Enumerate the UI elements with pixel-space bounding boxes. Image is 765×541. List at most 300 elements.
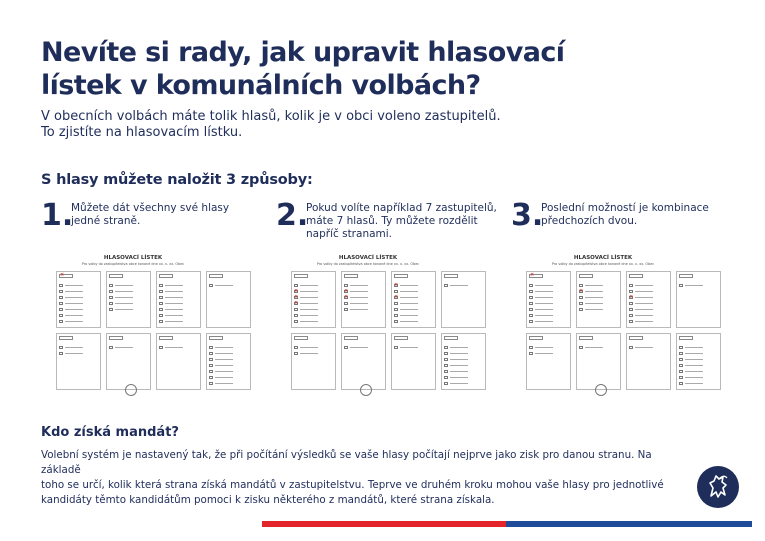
candidate-box	[394, 290, 398, 293]
candidate-box	[294, 308, 298, 311]
party-box	[679, 336, 693, 340]
candidate-row	[209, 364, 239, 367]
candidate-line	[450, 359, 468, 360]
candidate-row	[294, 352, 324, 355]
candidate-box	[59, 320, 63, 323]
party-box	[159, 336, 173, 340]
candidate-row	[344, 302, 374, 305]
candidate-box	[444, 376, 448, 379]
candidate-row	[679, 284, 709, 287]
ballot-party-cell	[441, 271, 486, 328]
candidate-box	[294, 284, 298, 287]
footer-stripe-blue	[506, 521, 752, 527]
way-3-text	[541, 202, 709, 228]
ballot-example-3	[522, 255, 684, 401]
candidate-row	[109, 290, 139, 293]
candidate-box	[529, 296, 533, 299]
candidate-line	[65, 315, 83, 316]
candidate-line	[165, 297, 183, 298]
way-2-line: máte 7 hlasů. Ty můžete rozdělit	[306, 215, 478, 227]
candidate-box	[59, 314, 63, 317]
intro-line-2: To zjistíte na hlasovacím lístku.	[41, 125, 243, 140]
candidate-row	[109, 284, 139, 287]
candidate-row	[679, 346, 709, 349]
candidate-row	[294, 290, 324, 293]
candidate-line	[65, 297, 83, 298]
candidate-line	[450, 371, 468, 372]
ballot-stamp-icon	[125, 384, 137, 396]
candidate-box	[59, 284, 63, 287]
candidate-box	[59, 290, 63, 293]
ballot-party-cell	[291, 333, 336, 390]
candidate-row	[529, 296, 559, 299]
mandate-heading: Kdo získá mandát?	[41, 425, 179, 440]
ballot-example-1	[52, 255, 214, 401]
party-box	[394, 336, 408, 340]
candidate-box	[579, 296, 583, 299]
candidate-line	[585, 309, 603, 310]
candidate-row	[529, 346, 559, 349]
candidate-row	[529, 308, 559, 311]
candidate-row	[209, 370, 239, 373]
candidate-line	[165, 315, 183, 316]
candidate-row	[344, 346, 374, 349]
candidate-row	[529, 314, 559, 317]
candidate-line	[685, 285, 703, 286]
candidate-row	[209, 376, 239, 379]
candidate-row	[629, 320, 659, 323]
candidate-line	[300, 291, 318, 292]
ballot-subtitle: Pro volby do zastupitelstva obce konané dne xx. x. xx. Obec	[551, 262, 655, 266]
cross-mark-icon: ×	[530, 272, 535, 278]
candidate-row	[444, 382, 474, 385]
candidate-box	[679, 284, 683, 287]
candidate-line	[165, 303, 183, 304]
candidate-box	[444, 358, 448, 361]
candidate-row	[159, 284, 189, 287]
candidate-box	[59, 296, 63, 299]
candidate-box	[209, 364, 213, 367]
candidate-row	[159, 302, 189, 305]
ballot-title: HLASOVACÍ LÍSTEK	[103, 255, 163, 261]
candidate-box	[394, 320, 398, 323]
candidate-row	[209, 346, 239, 349]
way-3-line: Poslední možností je kombinace	[541, 202, 709, 214]
candidate-line	[215, 285, 233, 286]
candidate-line	[350, 297, 368, 298]
party-box	[394, 274, 408, 278]
ballot-stamp-icon	[595, 384, 607, 396]
ballot-party-cell	[626, 271, 671, 328]
party-box	[629, 274, 643, 278]
candidate-line	[215, 377, 233, 378]
candidate-box	[209, 352, 213, 355]
candidate-box	[679, 370, 683, 373]
candidate-box	[344, 346, 348, 349]
ballot-stamp-icon	[360, 384, 372, 396]
candidate-box	[679, 352, 683, 355]
candidate-row	[209, 284, 239, 287]
candidate-row	[209, 352, 239, 355]
mandate-line: kandidáty těmto kandidátům pomoci k zisku některého z mandátů, které strana získala.	[41, 494, 495, 506]
party-box	[294, 274, 308, 278]
candidate-box	[59, 302, 63, 305]
way-3-number: 3.	[511, 198, 544, 233]
candidate-row	[294, 302, 324, 305]
candidate-line	[535, 347, 553, 348]
candidate-row	[294, 314, 324, 317]
way-1-number: 1.	[41, 198, 74, 233]
party-box	[109, 336, 123, 340]
candidate-line	[535, 297, 553, 298]
candidate-box	[444, 364, 448, 367]
candidate-box	[159, 302, 163, 305]
candidate-line	[400, 303, 418, 304]
candidate-row	[579, 296, 609, 299]
party-box	[679, 274, 693, 278]
way-1	[41, 198, 230, 233]
cross-mark-icon: ×	[629, 294, 634, 300]
candidate-box	[109, 346, 113, 349]
candidate-box	[159, 290, 163, 293]
candidate-line	[215, 365, 233, 366]
ballot-party-cell	[341, 271, 386, 328]
way-1-line: jedné straně.	[71, 215, 141, 227]
candidate-line	[535, 309, 553, 310]
party-box	[294, 336, 308, 340]
candidate-box	[109, 284, 113, 287]
candidate-box	[109, 290, 113, 293]
candidate-line	[215, 359, 233, 360]
candidate-row	[59, 290, 89, 293]
candidate-row	[159, 290, 189, 293]
candidate-box	[209, 358, 213, 361]
candidate-row	[679, 382, 709, 385]
candidate-box	[629, 320, 633, 323]
candidate-row	[159, 320, 189, 323]
candidate-row	[629, 302, 659, 305]
way-2-line: Pokud volíte například 7 zastupitelů,	[306, 202, 497, 214]
candidate-box	[529, 352, 533, 355]
candidate-row	[629, 308, 659, 311]
ballot-party-cell	[526, 333, 571, 390]
candidate-line	[165, 321, 183, 322]
candidate-row	[629, 296, 659, 299]
candidate-box	[394, 346, 398, 349]
candidate-row	[394, 314, 424, 317]
cross-mark-icon: ×	[394, 294, 399, 300]
ballot-party-cell	[156, 271, 201, 328]
candidate-box	[529, 320, 533, 323]
candidate-row	[629, 314, 659, 317]
candidate-box	[629, 308, 633, 311]
candidate-box	[444, 382, 448, 385]
candidate-line	[635, 315, 653, 316]
party-box	[579, 274, 593, 278]
ballot-party-cell	[206, 271, 251, 328]
candidate-row	[529, 302, 559, 305]
candidate-box	[529, 308, 533, 311]
party-box	[209, 274, 223, 278]
ballot-party-cell	[391, 271, 436, 328]
candidate-row	[59, 352, 89, 355]
candidate-box	[344, 284, 348, 287]
candidate-row	[529, 284, 559, 287]
candidate-row	[59, 314, 89, 317]
party-box	[109, 274, 123, 278]
candidate-line	[400, 297, 418, 298]
party-box	[209, 336, 223, 340]
candidate-line	[450, 377, 468, 378]
candidate-row	[529, 320, 559, 323]
ballot-party-cell	[56, 333, 101, 390]
candidate-box	[159, 308, 163, 311]
candidate-box	[394, 302, 398, 305]
candidate-line	[300, 297, 318, 298]
candidate-row	[59, 296, 89, 299]
party-box	[344, 274, 358, 278]
candidate-row	[579, 302, 609, 305]
ballot-party-cell	[676, 271, 721, 328]
candidate-line	[165, 291, 183, 292]
candidate-line	[400, 347, 418, 348]
candidate-row	[444, 346, 474, 349]
candidate-box	[579, 284, 583, 287]
candidate-box	[629, 284, 633, 287]
candidate-row	[679, 352, 709, 355]
party-box	[344, 336, 358, 340]
candidate-line	[635, 297, 653, 298]
candidate-box	[679, 346, 683, 349]
candidate-line	[65, 353, 83, 354]
candidate-row	[679, 370, 709, 373]
ballot-example-2	[287, 255, 449, 401]
candidate-line	[535, 321, 553, 322]
candidate-box	[294, 314, 298, 317]
candidate-line	[685, 347, 703, 348]
candidate-row	[444, 364, 474, 367]
candidate-row	[59, 284, 89, 287]
candidate-row	[394, 284, 424, 287]
candidate-line	[685, 383, 703, 384]
candidate-line	[115, 309, 133, 310]
way-2-number: 2.	[276, 198, 309, 233]
candidate-row	[394, 302, 424, 305]
candidate-row	[294, 308, 324, 311]
candidate-row	[679, 358, 709, 361]
candidate-line	[535, 291, 553, 292]
candidate-row	[294, 346, 324, 349]
candidate-line	[300, 347, 318, 348]
candidate-row	[344, 308, 374, 311]
candidate-box	[629, 314, 633, 317]
candidate-row	[394, 308, 424, 311]
candidate-row	[394, 346, 424, 349]
candidate-line	[350, 291, 368, 292]
candidate-box	[59, 308, 63, 311]
candidate-line	[635, 285, 653, 286]
candidate-line	[400, 321, 418, 322]
candidate-box	[159, 314, 163, 317]
party-box	[159, 274, 173, 278]
candidate-box	[159, 296, 163, 299]
candidate-row	[629, 346, 659, 349]
cross-mark-icon: ×	[294, 300, 299, 306]
party-box	[59, 336, 73, 340]
candidate-line	[685, 371, 703, 372]
candidate-line	[635, 321, 653, 322]
candidate-line	[115, 297, 133, 298]
candidate-box	[109, 308, 113, 311]
cross-mark-icon: ×	[294, 288, 299, 294]
candidate-box	[294, 346, 298, 349]
candidate-box	[444, 370, 448, 373]
candidate-line	[685, 353, 703, 354]
candidate-line	[115, 285, 133, 286]
ballot-party-cell	[341, 333, 386, 390]
candidate-line	[585, 303, 603, 304]
candidate-box	[679, 382, 683, 385]
candidate-row	[109, 296, 139, 299]
candidate-row	[109, 346, 139, 349]
party-box	[444, 336, 458, 340]
candidate-row	[294, 320, 324, 323]
candidate-row	[394, 320, 424, 323]
candidate-line	[300, 309, 318, 310]
candidate-box	[59, 346, 63, 349]
cross-mark-icon: ×	[394, 282, 399, 288]
way-2-text	[306, 202, 497, 241]
candidate-row	[344, 290, 374, 293]
cross-mark-icon: ×	[60, 272, 65, 278]
candidate-box	[444, 352, 448, 355]
candidate-box	[579, 308, 583, 311]
candidate-line	[165, 285, 183, 286]
candidate-line	[350, 285, 368, 286]
candidate-line	[300, 353, 318, 354]
candidate-row	[109, 308, 139, 311]
candidate-row	[344, 296, 374, 299]
candidate-line	[635, 347, 653, 348]
candidate-line	[635, 291, 653, 292]
candidate-box	[109, 302, 113, 305]
candidate-line	[165, 347, 183, 348]
candidate-box	[109, 296, 113, 299]
candidate-box	[394, 314, 398, 317]
candidate-box	[679, 376, 683, 379]
cross-mark-icon: ×	[294, 294, 299, 300]
candidate-box	[679, 358, 683, 361]
candidate-row	[444, 284, 474, 287]
ways-heading: S hlasy můžete naložit 3 způsoby:	[41, 172, 313, 188]
candidate-box	[394, 308, 398, 311]
candidate-box	[159, 284, 163, 287]
candidate-line	[400, 315, 418, 316]
candidate-line	[450, 285, 468, 286]
candidate-box	[629, 290, 633, 293]
candidate-line	[400, 309, 418, 310]
candidate-box	[529, 302, 533, 305]
candidate-row	[444, 352, 474, 355]
candidate-row	[294, 296, 324, 299]
candidate-box	[159, 320, 163, 323]
candidate-line	[400, 291, 418, 292]
candidate-box	[529, 284, 533, 287]
candidate-row	[159, 296, 189, 299]
candidate-line	[65, 285, 83, 286]
candidate-row	[579, 290, 609, 293]
mandate-paragraph	[41, 448, 681, 508]
ballot-party-cell	[106, 271, 151, 328]
candidate-row	[444, 376, 474, 379]
candidate-box	[209, 346, 213, 349]
party-box	[444, 274, 458, 278]
footer-stripe-red	[262, 521, 506, 527]
candidate-line	[65, 309, 83, 310]
candidate-line	[65, 321, 83, 322]
candidate-line	[450, 353, 468, 354]
candidate-line	[215, 383, 233, 384]
candidate-box	[579, 302, 583, 305]
candidate-box	[209, 370, 213, 373]
party-box	[529, 336, 543, 340]
candidate-box	[294, 320, 298, 323]
candidate-row	[209, 382, 239, 385]
ballot-subtitle: Pro volby do zastupitelstva obce konané dne xx. x. xx. Obec	[316, 262, 420, 266]
candidate-row	[629, 284, 659, 287]
ballot-party-cell	[291, 271, 336, 328]
candidate-line	[535, 303, 553, 304]
ballot-party-cell	[56, 271, 101, 328]
candidate-row	[579, 284, 609, 287]
candidate-row	[209, 358, 239, 361]
candidate-line	[65, 303, 83, 304]
ballot-party-cell	[106, 333, 151, 390]
candidate-box	[344, 308, 348, 311]
candidate-box	[529, 314, 533, 317]
page-title	[41, 36, 601, 102]
candidate-line	[585, 347, 603, 348]
candidate-row	[159, 346, 189, 349]
ballot-party-cell	[576, 333, 621, 390]
candidate-line	[685, 377, 703, 378]
candidate-line	[450, 347, 468, 348]
cross-mark-icon: ×	[579, 288, 584, 294]
candidate-row	[59, 302, 89, 305]
candidate-line	[350, 309, 368, 310]
candidate-line	[350, 303, 368, 304]
candidate-line	[585, 291, 603, 292]
ballot-party-cell	[626, 333, 671, 390]
ballot-party-cell	[576, 271, 621, 328]
ballot-party-cell	[391, 333, 436, 390]
ballot-party-cell	[156, 333, 201, 390]
candidate-row	[444, 358, 474, 361]
candidate-line	[115, 347, 133, 348]
candidate-line	[535, 315, 553, 316]
ballot-party-cell	[676, 333, 721, 390]
cross-mark-icon: ×	[344, 288, 349, 294]
candidate-line	[400, 285, 418, 286]
candidate-line	[585, 285, 603, 286]
candidate-row	[159, 308, 189, 311]
candidate-row	[679, 364, 709, 367]
ballot-party-cell	[441, 333, 486, 390]
candidate-box	[629, 302, 633, 305]
candidate-line	[685, 365, 703, 366]
candidate-line	[685, 359, 703, 360]
candidate-line	[350, 347, 368, 348]
